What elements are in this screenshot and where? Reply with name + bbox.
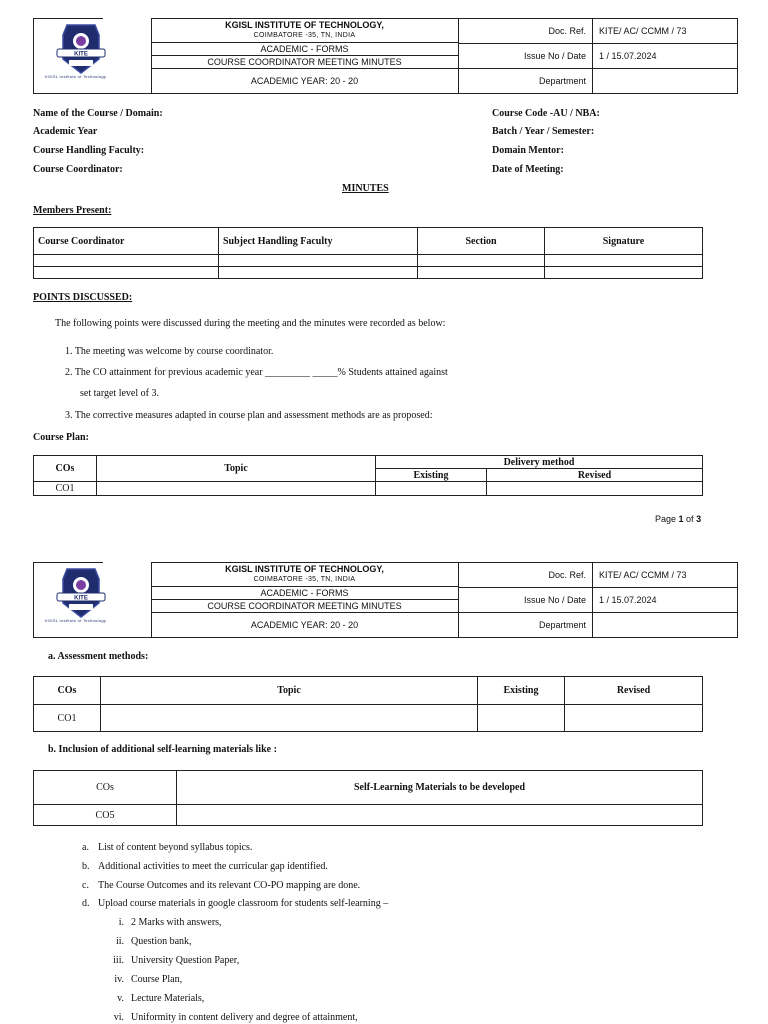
info-date-of-meeting: Date of Meeting:: [492, 164, 564, 175]
self-learning-table: [33, 770, 703, 826]
assessment-col-revised: Revised: [565, 677, 703, 705]
members-col-faculty: Subject Handling Faculty: [219, 228, 418, 255]
course-plan-col-existing: Existing: [376, 469, 487, 482]
info-course-coordinator: Course Coordinator:: [33, 164, 123, 175]
academic-year-header: ACADEMIC YEAR: 20 - 20: [250, 620, 359, 630]
issue-value: 1 / 15.07.2024: [599, 595, 657, 605]
list-item-marker: c.: [82, 880, 89, 891]
point-2-continued: set target level of 3.: [80, 388, 159, 399]
assessment-col-existing: Existing: [478, 677, 565, 705]
inclusion-title: b. Inclusion of additional self-learning materials like :: [48, 744, 277, 755]
course-plan-col-revised: Revised: [487, 469, 703, 482]
sub-item-marker: iv.: [114, 974, 124, 985]
table-row: [34, 267, 703, 279]
doc-ref-value: KITE/ AC/ CCMM / 73: [599, 26, 687, 36]
institute-location: COIMBATORE -35, TN, INDIA: [253, 576, 356, 583]
list-item: Upload course materials in google classroom for students self-learning –: [98, 898, 389, 909]
issue-value: 1 / 15.07.2024: [599, 51, 657, 61]
logo-text: KITE: [74, 595, 88, 602]
course-plan-col-delivery: Delivery method: [376, 456, 703, 469]
list-item: 2 Marks with answers,: [131, 917, 222, 928]
list-item-marker: b.: [82, 861, 90, 872]
table-row: [34, 805, 703, 826]
list-item: List of content beyond syllabus topics.: [98, 842, 253, 853]
course-plan-row-co: CO1: [34, 482, 97, 496]
assessment-col-topic: Topic: [101, 677, 478, 705]
info-course-faculty: Course Handling Faculty:: [33, 145, 145, 156]
doc-ref-label: Doc. Ref.: [548, 26, 586, 36]
members-present-title: Members Present:: [33, 205, 112, 216]
form-title: COURSE COORDINATOR MEETING MINUTES: [207, 57, 402, 67]
logo-caption: KGISL Institute of Technology: [45, 618, 107, 623]
table-row: [34, 482, 703, 496]
assessment-title: a. Assessment methods:: [48, 651, 149, 662]
course-plan-title: Course Plan:: [33, 432, 89, 443]
sub-item-marker: v.: [117, 993, 124, 1004]
minutes-title: MINUTES: [342, 183, 389, 194]
assessment-col-cos: COs: [34, 677, 101, 705]
self-learning-col-cos: COs: [34, 771, 177, 805]
academic-year-header: ACADEMIC YEAR: 20 - 20: [250, 76, 359, 86]
page-number: Page 1 of 3: [655, 514, 702, 524]
assessment-table: [33, 676, 703, 732]
point-1: 1. The meeting was welcome by course coordinator.: [65, 346, 274, 357]
course-plan-col-topic: Topic: [97, 456, 376, 482]
members-col-signature: Signature: [545, 228, 703, 255]
members-col-coordinator: Course Coordinator: [34, 228, 219, 255]
list-item: The Course Outcomes and its relevant CO-PO mapping are done.: [98, 880, 361, 891]
list-item: Lecture Materials,: [131, 993, 205, 1004]
institute-name: KGISL INSTITUTE OF TECHNOLOGY,: [225, 20, 384, 30]
logo-caption: KGISL Institute of Technology: [45, 74, 107, 79]
list-item: Question bank,: [131, 936, 192, 947]
sub-item-marker: vi.: [113, 1012, 124, 1023]
course-plan-col-cos: COs: [34, 456, 97, 482]
doc-ref-label: Doc. Ref.: [548, 570, 586, 580]
info-course-name: Name of the Course / Domain:: [33, 108, 163, 119]
list-item-marker: a.: [82, 842, 89, 853]
info-academic-year: Academic Year: [33, 126, 98, 137]
forms-label: ACADEMIC - FORMS: [260, 44, 349, 54]
department-label: Department: [538, 76, 586, 86]
list-item: University Question Paper,: [131, 955, 240, 966]
list-item: Uniformity in content delivery and degree of attainment,: [131, 1012, 358, 1023]
point-2: 2. The CO attainment for previous academic year _________ _____% Students attained against: [65, 367, 448, 378]
course-plan-table: [33, 455, 703, 496]
members-table: [33, 227, 703, 279]
sub-item-marker: ii.: [115, 936, 124, 947]
table-row: [34, 705, 703, 732]
info-domain-mentor: Domain Mentor:: [492, 145, 564, 156]
issue-label: Issue No / Date: [523, 51, 586, 61]
logo-text: KITE: [74, 51, 88, 58]
info-batch: Batch / Year / Semester:: [492, 126, 595, 137]
form-title: COURSE COORDINATOR MEETING MINUTES: [207, 601, 402, 611]
points-title: POINTS DISCUSSED:: [33, 292, 133, 303]
point-3: 3. The corrective measures adapted in course plan and assessment methods are as proposed:: [65, 410, 433, 421]
sub-item-marker: i.: [118, 917, 124, 928]
table-row: [34, 255, 703, 267]
page2-header: [33, 562, 738, 638]
doc-ref-value: KITE/ AC/ CCMM / 73: [599, 570, 687, 580]
forms-label: ACADEMIC - FORMS: [260, 588, 349, 598]
members-col-section: Section: [418, 228, 545, 255]
assessment-row-co: CO1: [34, 705, 101, 732]
issue-label: Issue No / Date: [523, 595, 586, 605]
institute-location: COIMBATORE -35, TN, INDIA: [253, 32, 356, 39]
info-course-code: Course Code -AU / NBA:: [492, 108, 600, 119]
page1-header: [33, 18, 738, 94]
list-item: Course Plan,: [131, 974, 183, 985]
list-item: Additional activities to meet the curricular gap identified.: [98, 861, 328, 872]
points-intro: The following points were discussed during the meeting and the minutes were recorded as below:: [55, 318, 446, 329]
department-label: Department: [538, 620, 586, 630]
institute-name: KGISL INSTITUTE OF TECHNOLOGY,: [225, 564, 384, 574]
self-learning-col-materials: Self-Learning Materials to be developed: [177, 771, 703, 805]
list-item-marker: d.: [82, 898, 90, 909]
self-learning-row-co: CO5: [34, 805, 177, 826]
sub-item-marker: iii.: [113, 955, 124, 966]
